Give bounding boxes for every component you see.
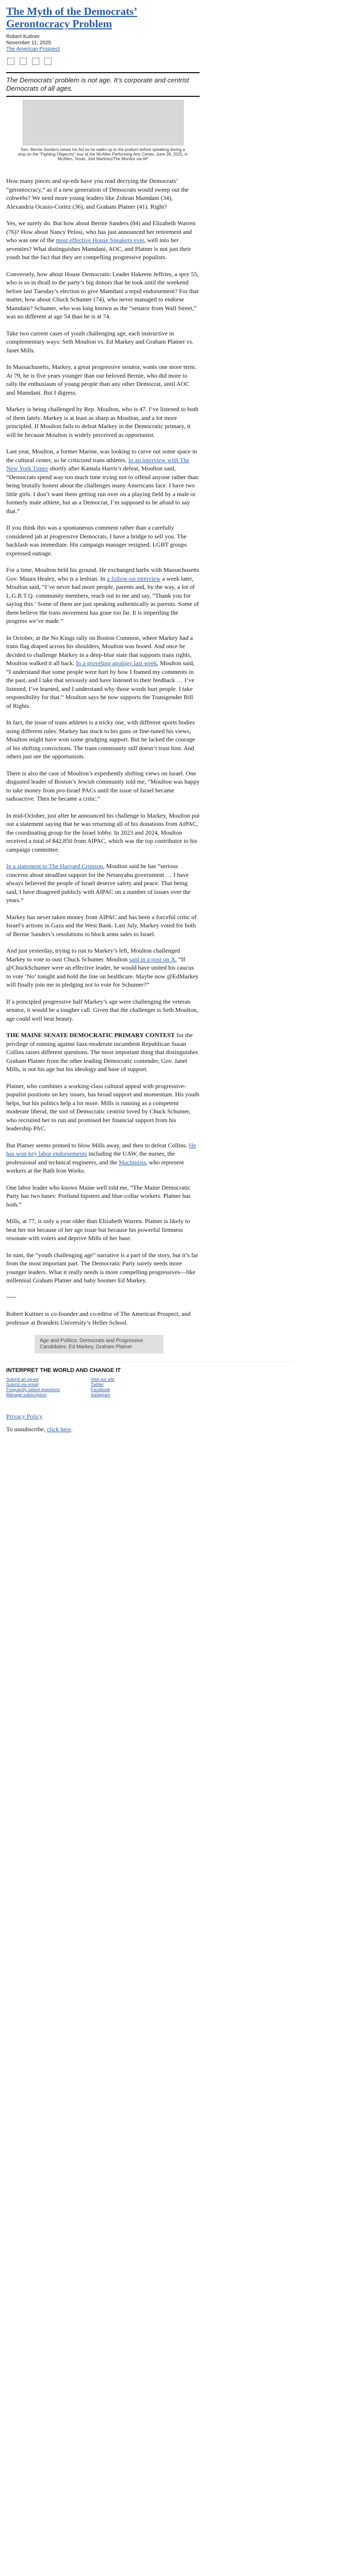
article-paragraph: In a statement to The Harvard Crimson, Moulton said he has “serious concerns about steadfast support for the Netanyahu government … I have always believed the people of Israel deserve safety and peace. That being said, I have disagreed publicly with AIPAC on a number of issues over the years.” <box>6 862 191 904</box>
article-title[interactable]: The Myth of the Democrats’ Gerontocracy Problem <box>6 5 138 30</box>
article-paragraph: In fact, the issue of trans athletes is a tricky one, with different sports bodies using different rules. Markey has stuck to his guns or fine-tuned his views, Moulton might have won some grudging support. But he lacked the courage of his shifting convictions. The trans community still doesn’t trust him. And others just see the opportunism. <box>6 719 195 760</box>
footer-link[interactable]: Twitter <box>90 1382 104 1387</box>
footer-col-1 <box>6 1377 60 1397</box>
article-paragraph: There is also the case of Moulton’s expediently shifting views on Israel. One disgusted leader of Boston’s Jewish community told me, “Moulton was happy to take money from pro-Israel PACs until the issue of Israel became radioactive. Then he became a critic.” <box>6 769 200 802</box>
footer-link[interactable]: Manage subscription <box>6 1392 47 1397</box>
footer-link[interactable]: Submit via email <box>6 1382 39 1387</box>
article-paragraph: In Massachusetts, Markey, a great progressive senator, wants one more term. At 79, he is five years younger than our beloved Bernie, who did more to rally the enthusiasm of young people than any other Democrat, until AOC and Mamdani. But I digress. <box>6 363 196 396</box>
newsletter-footer <box>6 1362 295 1397</box>
privacy-policy-link[interactable]: Privacy Policy <box>6 1413 43 1420</box>
inline-link[interactable]: In a groveling apology last week <box>76 659 157 667</box>
article-paragraph: How many pieces and op-eds have you read decrying the Democrats’ “gerontocracy,” as if a new generation of Democrats would sweep out the cobwebs? We need more young leaders like Zohran Mamdani (34), Alexandria Ocasio-Cortez (36), and Graham Platner (41). Right? <box>6 177 189 210</box>
article-paragraph: Conversely, how about House Democratic Leader Hakeem Jeffries, a spry 55, who is so in thrall to the party’s big donors that he took until the weekend before last Tuesday’s election to give Mamdani a tepid endorsement? For that matter, how about Chuck Schumer (74), who never managed to endorse Mamdani? Schumer, who was long known as the “senator from Wall Street,” was no different at age 54 than he is at 74. <box>6 270 199 320</box>
article-meta <box>6 34 200 53</box>
article-paragraph: Markey has never taken money from AIPAC and has been a forceful critic of Israel’s actions in Gaza and the West Bank. Last July, Markey voted for both of Bernie Sanders’s resolutions to block arms sales to Israel. <box>6 913 197 938</box>
footer-columns <box>6 1377 295 1397</box>
publish-date: November 11, 2025 <box>6 40 52 46</box>
article-paragraph: Yes, we surely do. But how about Bernie Sanders (84) and Elizabeth Warren (76)? How about Nancy Pelosi, who has just announced her retirement and who was one of the most effective House Speakers ever, well into her seventies? What distinguishes Mamdani, AOC, and Platner is not just their youth but the fact that they are compelling progressive populists. <box>6 219 195 261</box>
article-paragraph: And just yesterday, trying to run to Markey’s left, Moulton challenged Markey to vote to oust Chuck Schumer. Moulton said in a post on X, “If @ChuckSchumer were an effective leader, he would have united his caucus to vote ‘No’ tonight and hold the line on healthcare. Maybe now @EdMarkey will finally join me in pledging not to vote for Schumer?” <box>6 947 199 988</box>
unsubscribe-link[interactable]: click here <box>46 1426 71 1433</box>
footer-title: INTERPRET THE WORLD AND CHANGE IT <box>6 1367 121 1374</box>
share-twitter-icon[interactable] <box>20 58 27 65</box>
footer-link[interactable]: Submit an op-ed <box>6 1377 39 1382</box>
article <box>6 0 200 1353</box>
article-tags: Age and Politics: Democrats and Progressive Candidates: Ed Markey, Graham Platner <box>35 1335 163 1353</box>
photo-caption: Sen. Bernie Sanders raises his fist as he walks up to the podium before speaking during a stop on the “Fighting Oligarchy” tour at the McAllen Performing Arts Center, June 28, 2025, in McAllen, Texas. Joel Martinez/The Monitor via AP <box>18 147 188 161</box>
share-email-icon[interactable] <box>32 58 39 65</box>
section-lead: THE MAINE SENATE DEMOCRATIC PRIMARY CONTEST <box>6 1031 175 1039</box>
article-paragraph: But Platner seems primed to blow Mills away, and then to defeat Collins. He has won key labor endorsements including the UAW, the nurses, the professional and technical engineers, and the Machinists, who represent workers at the Bath Iron Works. <box>6 1141 196 1174</box>
article-paragraph: Robert Kuttner is co-founder and co-editor of The American Prospect, and professor at Brandeis University’s Heller School. <box>6 1310 191 1326</box>
article-body <box>6 177 200 1327</box>
publication-link[interactable]: The American Prospect <box>6 46 60 52</box>
article-paragraph: If a principled progressive half Markey’s age were challenging the veteran senator, it would be a tougher call. Given that the challenger is Seth Moulton, age could well beat beauty. <box>6 997 199 1022</box>
inline-link[interactable]: a follow-on interview <box>107 574 161 582</box>
article-paragraph: In mid-October, just after he announced his challenge to Markey, Moulton put out a statement saying that he was returning all of his donations from AIPAC, the coordinating group for the Israel lobby. In 2023 and 2024, Moulton received a total of $42,850 from AIPAC, which was the top contributor to his campaign committee. <box>6 811 200 853</box>
article-paragraph: If you think this was a spontaneous comment rather than a carefully considered jab at progressive Democrats, I have a bridge to sell you. The backlash was immediate. His campaign manager resigned. LGBT groups expressed outrage. <box>6 524 187 557</box>
inline-link[interactable]: most effective House Speakers ever <box>56 236 144 244</box>
article-photo <box>23 100 184 145</box>
inline-link[interactable]: He has won key labor endorsements <box>6 1141 196 1157</box>
unsubscribe-line: To unsubscribe, click here. <box>6 1426 73 1433</box>
article-paragraph: THE MAINE SENATE DEMOCRATIC PRIMARY CONTEST for the privilege of running against faux-moderate incumbent Republican Susan Collins raises different questions. The most important thing that distinguishes Graham Platner from the other leading Democratic contender, Gov. Janet Mills, is not his age but his ideology and base of support. <box>6 1031 199 1073</box>
article-paragraph: In October, at the No Kings rally on Boston Common, where Markey had a trans flag draped across his shoulders, Moulton was booed. And once he decided to challenge Markey in a deep-blue state that supports trans rights, Moulton walked it all back. In a groveling apology last week, Moulton said, “I understand that some people were hurt by how I framed my comments in the past, and I take that seriously and have listened to their feedback … I’ve listened, I’ve learned, and I understand why those words hurt people. I take responsibility for that.” Moulton says he now supports the Transgender Bill of Rights. <box>6 634 194 709</box>
share-facebook-icon[interactable] <box>7 58 14 65</box>
footer-link[interactable]: Frequently asked questions <box>6 1387 60 1392</box>
footer-col-2 <box>91 1377 114 1397</box>
article-paragraph: Last year, Moulton, a former Marine, was looking to carve out some space in the cultural center, so he criticized trans athletes. In an interview with The New York Times shortly after Kamala Harris’s defeat, Moulton said, “Democrats spend way too much time trying not to offend anyone rather than being brutally honest about the challenges many Americans face. I have two little girls. I don’t want them getting run over on a playing field by a male or formerly male athlete, but as a Democrat, I’m supposed to be afraid to say that.” <box>6 448 199 515</box>
article-lede: The Democrats’ problem is not age. It’s corporate and centrist Democrats of all ages. <box>6 72 200 97</box>
article-paragraph: ~~~ <box>6 1293 17 1301</box>
inline-link[interactable]: In a statement to The Harvard Crimson <box>6 862 103 870</box>
footer-link[interactable]: Instagram <box>90 1392 110 1397</box>
article-paragraph: In sum, the “youth challenging age” narrative is a part of the story, but it’s far from the most important part. The Democratic Party surely needs more younger leaders. What it really needs is more compelling progressives—like millennial Graham Platner and baby boomer Ed Markey. <box>6 1251 199 1284</box>
footer-link[interactable]: Facebook <box>90 1387 110 1392</box>
bottom-links <box>6 1413 361 1433</box>
share-link-icon[interactable] <box>44 58 52 65</box>
share-buttons <box>7 58 200 65</box>
article-paragraph: Markey is being challenged by Rep. Moulton, who is 47. I’ve listened to both of them lately. Markey is at least as sharp as Moulton, and a lot more principled. If Moulton fails to defeat Markey in the Democratic primary, it will be because Moulton is widely perceived as opportunist. <box>6 405 199 438</box>
article-paragraph: For a time, Moulton held his ground. He exchanged barbs with Massachusetts Gov. Maura Healey, who is a lesbian. In a follow-on interview a week later, Moulton said, “I’ve never had more people, parents and, by the way, a lot of L.G.B.T.Q. community members, reach out to me and say, “Thank you for saying this.’ Some of them are just speaking authentically as parents. Some of them believe the trans movement has gone too far. It is imperiling the progress we’ve made.” <box>6 566 200 624</box>
article-paragraph: One labor leader who knows Maine well told me, “The Maine Democratic Party has two bases: Portland hipsters and blue-collar workers. Platner has both.” <box>6 1183 191 1208</box>
inline-link[interactable]: said in a post on X <box>129 955 175 963</box>
author-name: Robert Kuttner <box>6 34 40 40</box>
footer-link[interactable]: Visit our site <box>90 1377 115 1382</box>
article-paragraph: Platner, who combines a working-class cultural appeal with progressive-populist positions on key issues, has broad support and momentum. His youth helps, but his politics help a lot more. Mills is running as a competent moderate liberal, the sort of Democratic centrist loved by Chuck Schumer, who recruited her to run and promised her financial support from his leadership PAC. <box>6 1082 200 1132</box>
inline-link[interactable]: In an interview with The New York Times <box>6 456 190 472</box>
article-paragraph: Take two current cases of youth challenging age, each instructive in complementary ways: Seth Moulton vs. Ed Markey and Graham Platner vs. Janet Mills. <box>6 329 194 354</box>
article-paragraph: Mills, at 77, is only a year older than Elizabeth Warren. Platner is likely to beat her not because of her age issue but because his powerful firmness resonate with voters and deprive Mills of her base. <box>6 1217 190 1242</box>
inline-link[interactable]: Machinists <box>119 1158 146 1166</box>
